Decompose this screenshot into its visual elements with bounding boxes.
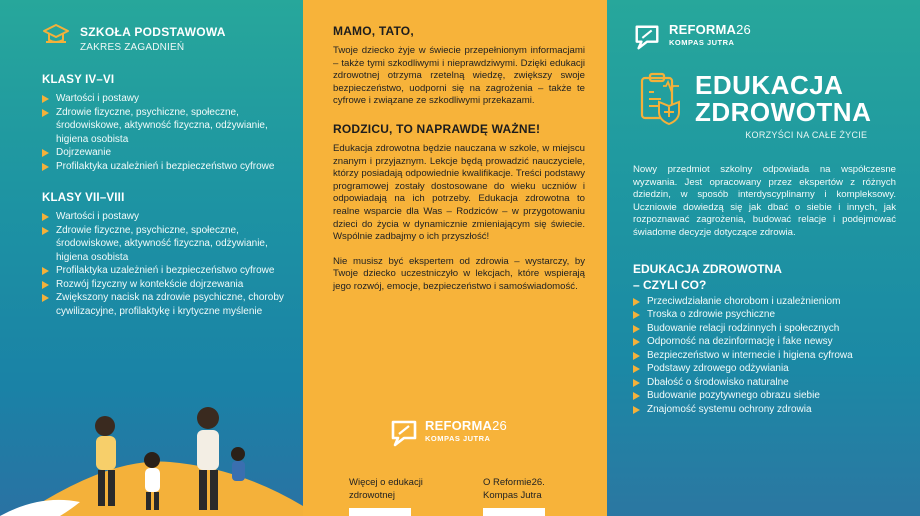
family-illustration — [0, 396, 303, 516]
list-item: Wartości i postawy — [42, 210, 285, 224]
list-item: Profilaktyka uzależnień i bezpieczeństwo cyfrowe — [42, 160, 285, 174]
list-item: Przeciwdziałanie chorobom i uzależnieniom — [633, 295, 896, 309]
paragraph-school: Edukacja zdrowotna będzie nauczana w szkole, w miejscu znanym i przyjaznym. Lekcje będą prowadzić nauczyciele, którzy posiadają odpowiednie kwalifikacje. Treści podstawy programowej zostały dostosowane do wieku uczniów i odpowiadają na ich potrzeby. Edukacja zdrowotna to realne wsparcie dla Was – Rodziców – w przygotowaniu dzieci do życia w dynamicznie zmieniającym się świecie. Wspólnie zadbajmy o ich przyszłość! — [333, 142, 585, 243]
section-heading: KLASY IV–VI — [42, 74, 115, 86]
bullet-arrow-icon — [42, 281, 49, 289]
cover-title-line1: EDUKACJA — [695, 70, 844, 100]
list-item: Podstawy zdrowego odżywiania — [633, 362, 896, 376]
bullet-arrow-icon — [633, 298, 640, 306]
logo-subtitle: KOMPAS JUTRA — [425, 434, 491, 443]
bullet-arrow-icon — [42, 149, 49, 157]
section-heading-line1: EDUKACJA ZDROWOTNA — [633, 261, 782, 276]
reforma-logo — [389, 418, 507, 448]
logo-number: 26 — [736, 22, 751, 37]
compass-logo-icon — [389, 418, 419, 448]
section-vii-viii — [42, 192, 285, 318]
list-item: Odporność na dezinformację i fake newsy — [633, 335, 896, 349]
list-item: Dbałość o środowisko naturalne — [633, 376, 896, 390]
bullet-arrow-icon — [42, 267, 49, 275]
paragraph-intro: Twoje dziecko żyje w świecie przepełnionym informacjami – także tymi szkodliwymi i nieprawdziwymi. Dzięki edukacji zdrowotnej otrzyma rzetelną wiedzę, zwiększy swoje bezpieczeństwo, uodporni się na zagrożenia – także te cyfrowe i związane ze szkodliwymi przekazami. — [333, 45, 585, 107]
cover-subtitle: KORZYŚCI NA CAŁE ŻYCIE — [745, 130, 868, 140]
cover-title-line2: ZDROWOTNA — [695, 97, 872, 127]
bullet-arrow-icon — [633, 338, 640, 346]
logo-word: REFORMA — [669, 22, 737, 37]
paragraph-expert: Nie musisz być ekspertem od zdrowia – wystarczy, by Twoje dziecko uczestniczyło w lekcjach, które wspierają jego rozwój, emocje, bezpieczeństwo i samoświadomość. — [333, 255, 585, 292]
logo-word: REFORMA — [425, 418, 493, 433]
list-item: Profilaktyka uzależnień i bezpieczeństwo cyfrowe — [42, 264, 285, 278]
bullet-arrow-icon — [42, 227, 49, 235]
section-heading: KLASY VII–VIII — [42, 192, 125, 204]
school-header — [42, 22, 285, 53]
qr-placeholder — [349, 508, 411, 516]
list-item: Wartości i postawy — [42, 92, 285, 106]
bullet-arrow-icon — [633, 392, 640, 400]
bullet-arrow-icon — [633, 352, 640, 360]
bullet-arrow-icon — [633, 406, 640, 414]
list-item: Zdrowie fizyczne, psychiczne, społeczne, środowiskowe, aktywność fizyczna, odżywianie, higiena osobista — [42, 106, 285, 147]
bullet-arrow-icon — [633, 379, 640, 387]
list-item: Zwiększony nacisk na zdrowie psychiczne, choroby cywilizacyjne, profilaktykę i krytyczne myślenie — [42, 291, 285, 318]
bullet-arrow-icon — [633, 365, 640, 373]
graduation-cap-icon — [42, 22, 70, 48]
logo-number: 26 — [492, 418, 507, 433]
bullet-arrow-icon — [42, 109, 49, 117]
intro-paragraph: Nowy przedmiot szkolny odpowiada na współczesne wyzwania. Jest opracowany przez ekspertów z różnych dziedzin, w sposób interdyscyplinarny i kompleksowy. Uczniowie dowiedzą się jak dbać o siebie i innych, jak rozpoznawać zagrożenia, budować relacje i podejmować świadome decyzje dotyczące zdrowia. — [633, 164, 896, 238]
link-reforma[interactable] — [483, 477, 573, 516]
panel-parents — [303, 0, 607, 516]
section-heading-line2: – CZYLI CO? — [633, 277, 707, 292]
list-item: Zdrowie fizyczne, psychiczne, społeczne, środowiskowe, aktywność fizyczna, odżywianie, higiena osobista — [42, 224, 285, 265]
panel-cover — [607, 0, 920, 516]
list-item: Bezpieczeństwo w internecie i higiena cyfrowa — [633, 349, 896, 363]
bullet-arrow-icon — [42, 213, 49, 221]
bullet-arrow-icon — [633, 311, 640, 319]
list-item: Troska o zdrowie psychiczne — [633, 308, 896, 322]
what-is-section — [633, 261, 896, 417]
link-health-education[interactable] — [349, 477, 439, 516]
qr-placeholder — [483, 508, 545, 516]
list-item: Budowanie relacji rodzinnych i społecznych — [633, 322, 896, 336]
logo-subtitle: KOMPAS JUTRA — [669, 38, 735, 47]
bullet-arrow-icon — [42, 163, 49, 171]
school-title: SZKOŁA PODSTAWOWA — [80, 25, 226, 39]
link-label: O Reformie26. Kompas Jutra — [483, 477, 545, 501]
section-iv-vi — [42, 74, 285, 173]
list-item: Znajomość systemu ochrony zdrowia — [633, 403, 896, 417]
more-info-links — [349, 477, 573, 516]
panel-curriculum — [0, 0, 303, 516]
compass-logo-icon — [633, 22, 661, 52]
reforma-logo — [633, 22, 896, 52]
list-item: Rozwój fizyczny w kontekście dojrzewania — [42, 278, 285, 292]
bullet-arrow-icon — [633, 325, 640, 333]
list-item: Budowanie pozytywnego obrazu siebie — [633, 389, 896, 403]
heading-mamo-tato: MAMO, TATO, — [333, 24, 414, 38]
list-item: Dojrzewanie — [42, 146, 285, 160]
school-subtitle: ZAKRES ZAGADNIEŃ — [80, 42, 185, 53]
bullet-arrow-icon — [42, 294, 49, 302]
bullet-arrow-icon — [42, 95, 49, 103]
link-label: Więcej o edukacji zdrowotnej — [349, 477, 423, 501]
medical-clipboard-icon — [639, 72, 683, 126]
cover-title-block — [633, 72, 896, 140]
heading-important: RODZICU, TO NAPRAWDĘ WAŻNE! — [333, 121, 541, 136]
